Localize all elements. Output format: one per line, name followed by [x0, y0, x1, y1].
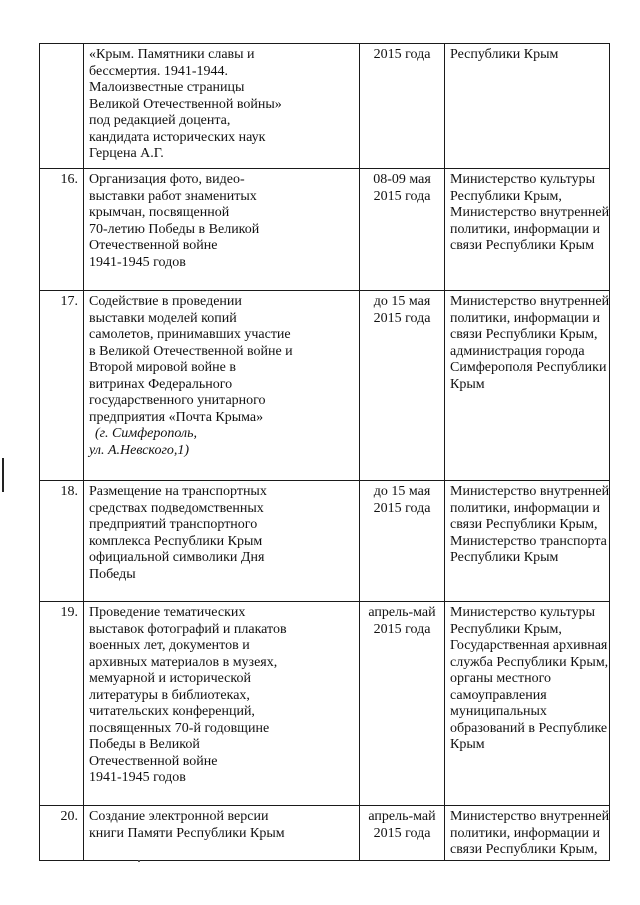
responsible-org: Министерство культуры Республики Крым, Государственная архивная служба Республики Крым, органы местного самоуправления муниципальных образований в Республике Крым	[445, 602, 610, 806]
responsible-org: Министерство внутренней политики, информации и связи Республики Крым, Министерство транспорта Республики Крым	[445, 481, 610, 602]
event-description: Проведение тематических выставок фотографий и плакатов военных лет, документов и архивных материалов в музеях, мемуарной и исторической литературы в библиотеках, читательских конференций, посвященных 70-й годовщине Победы в Великой Отечественной войне 1941-1945 годов	[84, 602, 360, 806]
responsible-org: Министерство внутренней политики, информации и связи Республики Крым, администрация города Симферополя Республики Крым	[445, 291, 610, 481]
row-number: 18.	[40, 481, 84, 602]
table-row	[40, 602, 610, 806]
event-description: «Крым. Памятники славы и бессмертия. 1941-1944. Малоизвестные страницы Великой Отечественной войны» под редакцией доцента, кандидата исторических наук Герцена А.Г.	[84, 44, 360, 169]
address-note: ул. А.Невского,1)	[89, 442, 190, 458]
event-description: Содействие в проведении выставки моделей копий самолетов, принимавших участие в Великой Отечественной войне и Второй мировой войне в витринах Федерального государственного унитарного предприятия «Почта Крыма» (г. Симферополь, ул. А.Невского,1)	[84, 291, 360, 481]
events-table	[39, 43, 610, 861]
event-date: до 15 мая 2015 года	[360, 481, 445, 602]
event-date: 08-09 мая 2015 года	[360, 169, 445, 291]
event-description: Организация фото, видео- выставки работ знаменитых крымчан, посвященной 70-летию Победы в Великой Отечественной войне 1941-1945 годов	[84, 169, 360, 291]
event-date: апрель-май 2015 года	[360, 602, 445, 806]
address-note: (г. Симферополь,	[95, 426, 197, 441]
table-row	[40, 291, 610, 481]
row-number: 16.	[40, 169, 84, 291]
responsible-org: Министерство внутренней политики, информации и связи Республики Крым,	[445, 806, 610, 861]
row-number: 20.	[40, 806, 84, 861]
responsible-org: Министерство культуры Республики Крым, Министерство внутренней политики, информации и связи Республики Крым	[445, 169, 610, 291]
event-date: апрель-май 2015 года	[360, 806, 445, 861]
event-date: до 15 мая 2015 года	[360, 291, 445, 481]
table-row	[40, 44, 610, 169]
margin-mark	[2, 458, 4, 492]
table-row	[40, 806, 610, 861]
responsible-org: Республики Крым	[445, 44, 610, 169]
row-number	[40, 44, 84, 169]
event-description: Размещение на транспортных средствах подведомственных предприятий транспортного комплекса Республики Крым официальной символики Дня Победы	[84, 481, 360, 602]
row-number: 19.	[40, 602, 84, 806]
table-row	[40, 169, 610, 291]
table-row	[40, 481, 610, 602]
event-date: 2015 года	[360, 44, 445, 169]
event-description: Создание электронной версии книги Памяти Республики Крым	[84, 806, 360, 861]
scan-dot	[138, 860, 140, 862]
row-number: 17.	[40, 291, 84, 481]
